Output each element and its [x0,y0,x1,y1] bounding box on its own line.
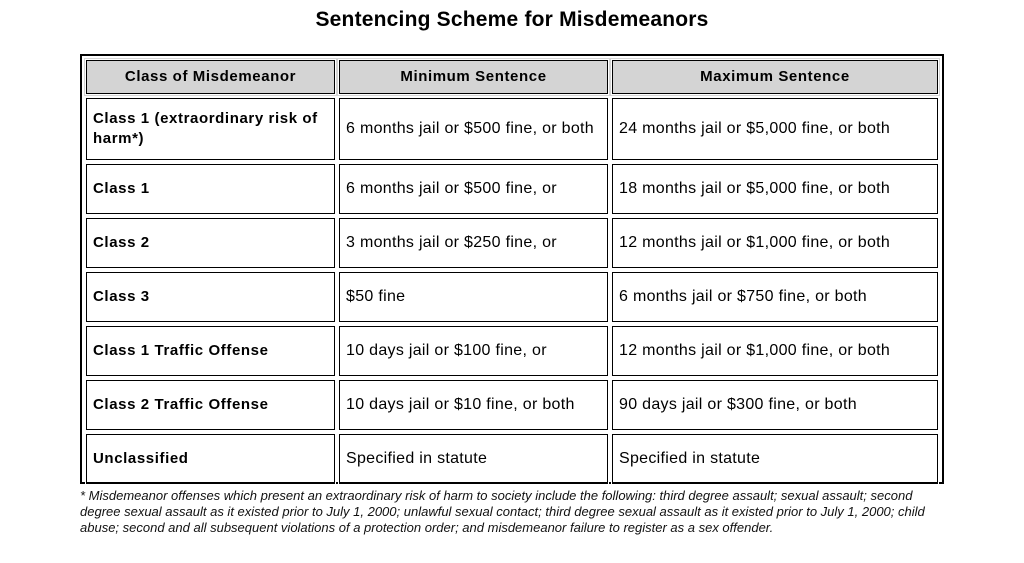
class-cell: Unclassified [84,432,337,486]
table-row [84,216,940,270]
class-cell: Class 3 [84,270,337,324]
minimum-cell: 6 months jail or $500 fine, or both [337,96,610,162]
table-header-row [84,58,940,96]
class-cell: Class 2 Traffic Offense [84,378,337,432]
maximum-cell: 12 months jail or $1,000 fine, or both [610,324,940,378]
table-row [84,378,940,432]
minimum-cell: Specified in statute [337,432,610,486]
table-row [84,162,940,216]
sentencing-table [84,58,940,486]
minimum-cell: 3 months jail or $250 fine, or [337,216,610,270]
minimum-cell: 6 months jail or $500 fine, or [337,162,610,216]
page-title: Sentencing Scheme for Misdemeanors [315,8,709,31]
minimum-cell: $50 fine [337,270,610,324]
class-cell: Class 1 Traffic Offense [84,324,337,378]
footnote: * Misdemeanor offenses which present an extraordinary risk of harm to society include the following: third degree assault; sexual assault; second degree sexual assault as it existed prior to July 1, 2000; unlawful sexual contact; third degree sexual assault as it existed prior to July 1, 2000; child abuse; second and all subsequent violations of a protection order; and misdemeanor failure to register as a sex offender. [80,488,925,535]
table-row [84,324,940,378]
maximum-cell: 6 months jail or $750 fine, or both [610,270,940,324]
minimum-cell: 10 days jail or $100 fine, or [337,324,610,378]
header-minimum: Minimum Sentence [337,58,610,96]
maximum-cell: Specified in statute [610,432,940,486]
table-row [84,432,940,486]
table-row [84,96,940,162]
minimum-cell: 10 days jail or $10 fine, or both [337,378,610,432]
sentencing-table-frame [80,54,944,484]
class-cell: Class 1 [84,162,337,216]
header-maximum: Maximum Sentence [610,58,940,96]
table-row [84,270,940,324]
maximum-cell: 24 months jail or $5,000 fine, or both [610,96,940,162]
class-cell: Class 2 [84,216,337,270]
maximum-cell: 90 days jail or $300 fine, or both [610,378,940,432]
class-cell: Class 1 (extraordinary risk of harm*) [84,96,337,162]
maximum-cell: 12 months jail or $1,000 fine, or both [610,216,940,270]
header-class: Class of Misdemeanor [84,58,337,96]
maximum-cell: 18 months jail or $5,000 fine, or both [610,162,940,216]
